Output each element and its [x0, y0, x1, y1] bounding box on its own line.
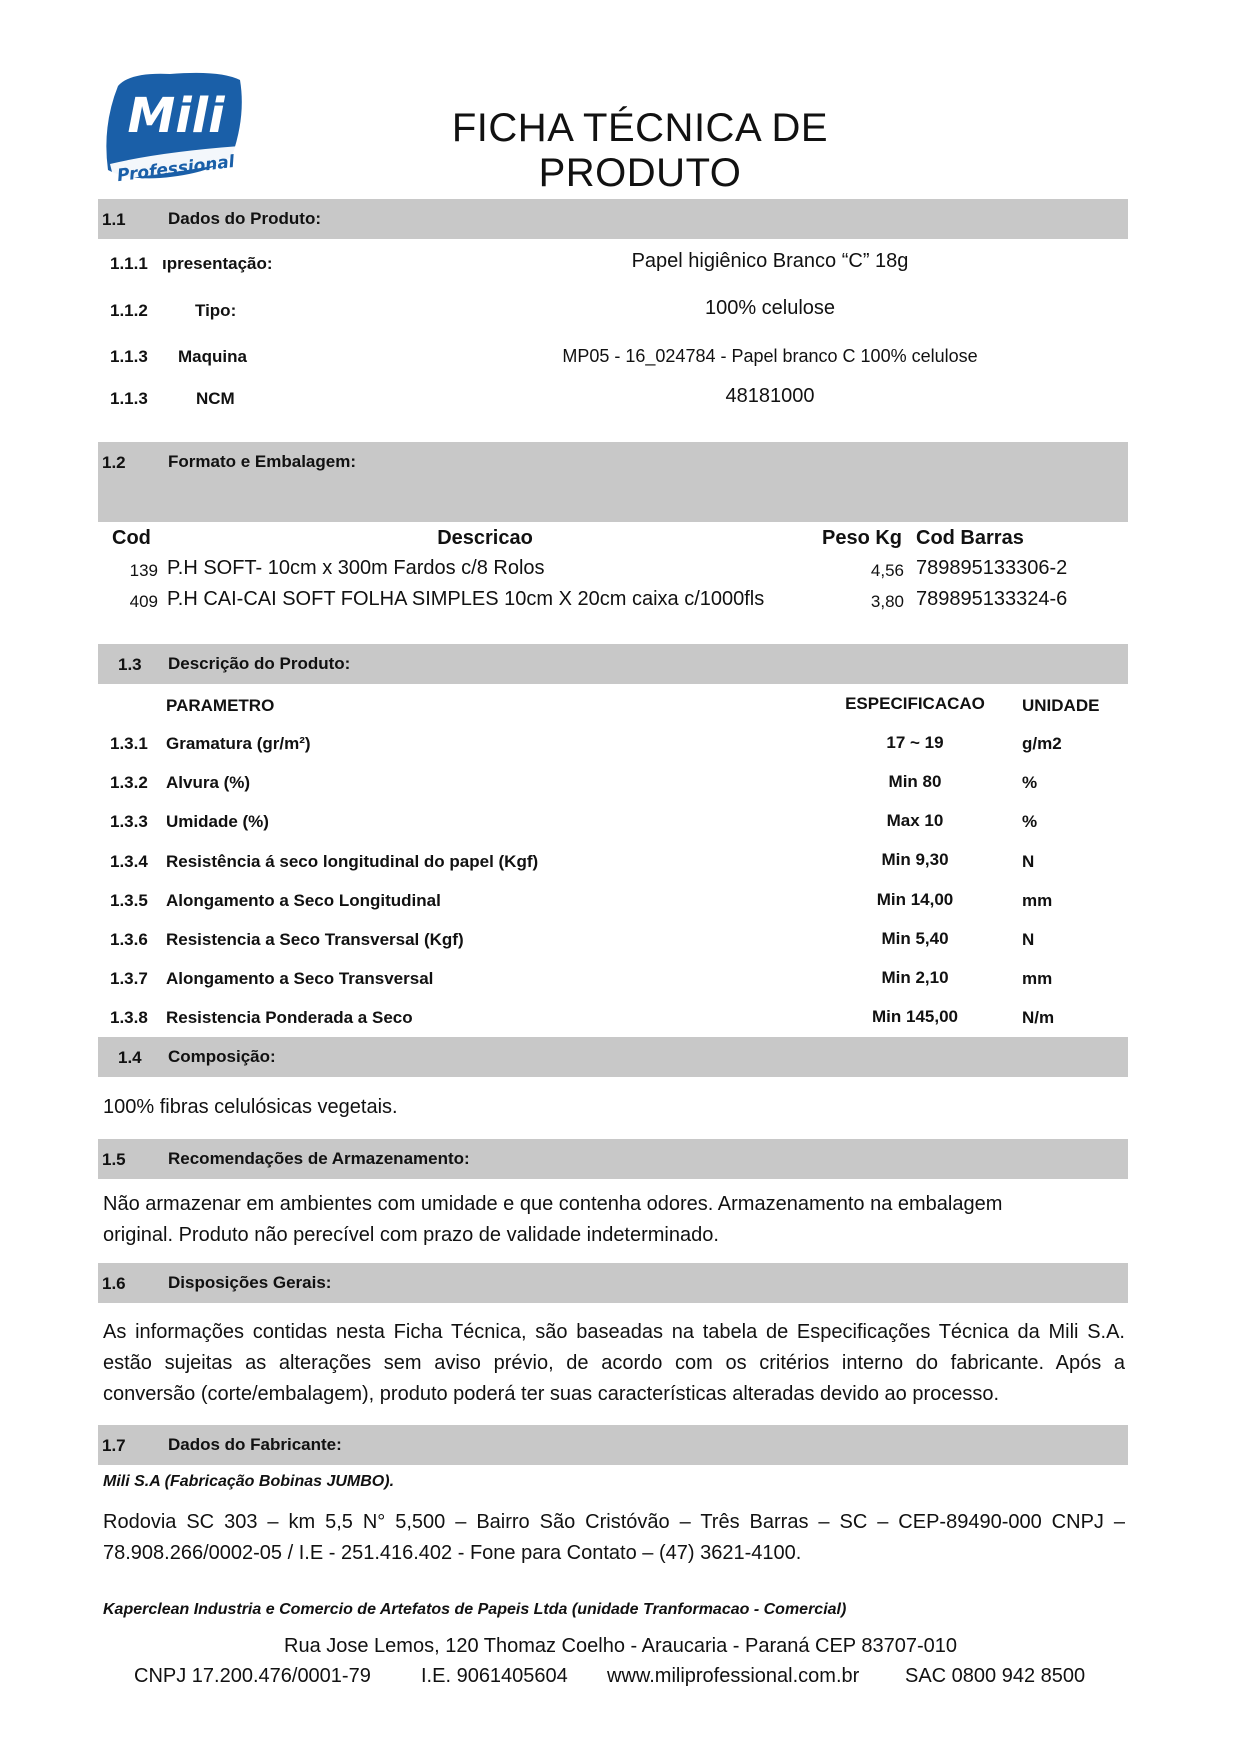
field-value-ncm: 48181000 [725, 385, 815, 407]
table-header-cod: Cod [112, 527, 151, 549]
table-cell-descricao: P.H SOFT- 10cm x 300m Fardos c/8 Rolos [167, 557, 545, 579]
row-number: 1.1.1 [110, 254, 148, 273]
footer-ie: I.E. 9061405604 [421, 1665, 568, 1687]
field-value-maquina: MP05 - 16_024784 - Papel branco C 100% celulose [562, 346, 978, 366]
footer-address: Rua Jose Lemos, 120 Thomaz Coelho - Araucaria - Paraná CEP 83707-010 [284, 1635, 957, 1657]
spec-unit: N [1022, 930, 1035, 949]
spec-row-number: 1.3.3 [110, 812, 148, 831]
table-cell-cod-barras: 789895133324-6 [916, 588, 1068, 610]
section-label: Dados do Fabricante: [168, 1435, 342, 1454]
footer-company: Kaperclean Industria e Comercio de Artefatos de Papeis Ltda (unidade Tranformacao - Comercial) [103, 1601, 847, 1618]
section-bar-formato-embalagem [98, 442, 1128, 522]
spec-row-number: 1.3.8 [110, 1008, 148, 1027]
field-label-apresentacao: ıpresentação: [162, 254, 273, 273]
section-label: Formato e Embalagem: [168, 452, 356, 471]
table-cell-cod-barras: 789895133306-2 [916, 557, 1068, 579]
spec-value: Min 9,30 [881, 850, 949, 869]
section-bar-dados-produto [98, 199, 1128, 239]
spec-row-number: 1.3.4 [110, 852, 148, 871]
section-bar-disposicoes [98, 1263, 1128, 1303]
spec-header-unidade: UNIDADE [1022, 696, 1100, 715]
spec-unit: N [1022, 852, 1035, 871]
section-label: Recomendações de Armazenamento: [168, 1149, 470, 1168]
field-label-ncm: NCM [196, 389, 235, 408]
spec-value: Max 10 [886, 811, 944, 830]
field-label-tipo: Tipo: [195, 301, 237, 320]
section-number: 1.5 [102, 1150, 126, 1169]
fabricante-company: Mili S.A (Fabricação Bobinas JUMBO). [103, 1473, 395, 1490]
section-number: 1.7 [102, 1436, 126, 1455]
spec-param: Resistencia a Seco Transversal (Kgf) [166, 930, 464, 949]
footer-cnpj: CNPJ 17.200.476/0001-79 [134, 1665, 371, 1687]
svg-text:Professional: Professional [116, 151, 236, 187]
section-label: Composição: [168, 1047, 276, 1066]
table-header-cod-barras: Cod Barras [916, 527, 1024, 549]
section-bar-fabricante [98, 1425, 1128, 1465]
row-number: 1.1.2 [110, 301, 148, 320]
section-label: Disposições Gerais: [168, 1273, 332, 1292]
mili-professional-logo [100, 66, 250, 190]
spec-value: Min 145,00 [872, 1007, 958, 1026]
spec-row-number: 1.3.6 [110, 930, 148, 949]
spec-row-number: 1.3.2 [110, 773, 148, 792]
table-header-descricao: Descricao [437, 527, 533, 549]
spec-param: Resistência á seco longitudinal do papel (Kgf) [166, 852, 539, 871]
table-cell-cod: 139 [129, 561, 158, 580]
row-number: 1.1.3 [110, 347, 148, 366]
spec-row-number: 1.3.5 [110, 891, 148, 910]
disposicoes-line-3: conversão (corte/embalagem), produto poderá ter suas características alteradas devido ao processo. [103, 1383, 1000, 1405]
row-number: 1.1.3 [110, 389, 148, 408]
section-label: Dados do Produto: [168, 209, 321, 228]
section-number: 1.6 [102, 1274, 126, 1293]
spec-param: Alongamento a Seco Longitudinal [166, 891, 441, 910]
field-value-apresentacao: Papel higiênico Branco “C” 18g [631, 250, 909, 272]
composicao-text: 100% fibras celulósicas vegetais. [103, 1096, 398, 1118]
spec-unit: % [1022, 812, 1038, 831]
armazenamento-line-1: Não armazenar em ambientes com umidade e que contenha odores. Armazenamento na embalagem [103, 1193, 1003, 1215]
svg-text:Mili: Mili [127, 88, 225, 144]
table-cell-peso: 3,80 [870, 592, 904, 611]
fabricante-line-2: 78.908.266/0002-05 / I.E - 251.416.402 - Fone para Contato – (47) 3621-4100. [103, 1542, 802, 1564]
section-number: 1.1 [102, 210, 126, 229]
spec-param: Alvura (%) [166, 773, 251, 792]
footer-sac: SAC 0800 942 8500 [905, 1665, 1086, 1687]
section-bar-descricao-produto [98, 644, 1128, 684]
spec-unit: % [1022, 773, 1038, 792]
spec-unit: mm [1022, 969, 1053, 988]
spec-header-especificacao: ESPECIFICACAO [845, 694, 985, 713]
spec-param: Gramatura (gr/m²) [166, 734, 311, 753]
disposicoes-line-2: estão sujeitas as alterações sem aviso prévio, de acordo com os critérios interno do fabricante. Após a [103, 1352, 1125, 1374]
table-cell-cod: 409 [129, 592, 158, 611]
section-bar-armazenamento [98, 1139, 1128, 1179]
section-number: 1.3 [118, 655, 142, 674]
spec-row-number: 1.3.7 [110, 969, 148, 988]
footer-site-link[interactable]: www.miliprofessional.com.br [607, 1665, 860, 1687]
spec-value: Min 14,00 [876, 890, 954, 909]
fabricante-line-1: Rodovia SC 303 – km 5,5 N° 5,500 – Bairro São Cristóvão – Três Barras – SC – CEP-89490-000 CNPJ – [103, 1511, 1125, 1533]
table-cell-descricao: P.H CAI-CAI SOFT FOLHA SIMPLES 10cm X 20cm caixa c/1000fls [167, 588, 765, 610]
spec-value: Min 5,40 [881, 929, 949, 948]
disposicoes-line-1: As informações contidas nesta Ficha Técnica, são baseadas na tabela de Especificações Técnica da Mili S.A. [103, 1321, 1125, 1343]
spec-header-parametro: PARAMETRO [166, 696, 275, 715]
spec-param: Alongamento a Seco Transversal [166, 969, 434, 988]
table-cell-peso: 4,56 [870, 561, 904, 580]
spec-row-number: 1.3.1 [110, 734, 148, 753]
field-label-maquina: Maquina [178, 347, 247, 366]
spec-value: Min 2,10 [881, 968, 949, 987]
spec-param: Resistencia Ponderada a Seco [166, 1008, 413, 1027]
spec-value: 17 ~ 19 [886, 733, 944, 752]
section-number: 1.4 [118, 1048, 142, 1067]
table-header-peso: Peso Kg [822, 527, 903, 549]
spec-unit: N/m [1022, 1008, 1055, 1027]
spec-param: Umidade (%) [166, 812, 269, 831]
field-value-tipo: 100% celulose [704, 297, 836, 319]
section-bar-composicao [98, 1037, 1128, 1077]
section-label: Descrição do Produto: [168, 654, 351, 673]
section-number: 1.2 [102, 453, 126, 472]
spec-unit: mm [1022, 891, 1053, 910]
armazenamento-line-2: original. Produto não perecível com prazo de validade indeterminado. [103, 1224, 719, 1246]
document-title: FICHA TÉCNICA DE PRODUTO [451, 106, 829, 195]
spec-value: Min 80 [888, 772, 942, 791]
spec-unit: g/m2 [1022, 734, 1062, 753]
